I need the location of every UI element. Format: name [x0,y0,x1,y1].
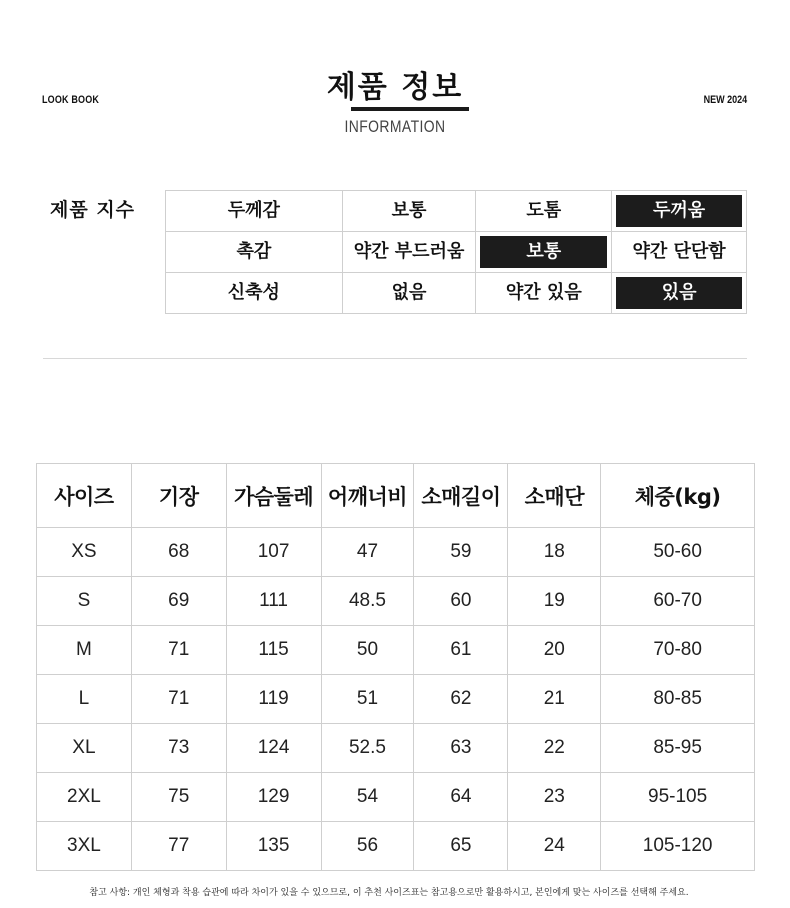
size-chart-cell: 47 [321,528,414,577]
size-chart-cell: 59 [414,528,508,577]
size-chart-cell: 51 [321,675,414,724]
size-chart-column-header: 체중(kg) [601,464,755,528]
size-chart-cell: 48.5 [321,577,414,626]
size-chart-cell: 119 [226,675,321,724]
index-option [342,232,476,273]
index-option [612,232,747,273]
size-chart-cell: 80-85 [601,675,755,724]
index-option-selected: 두꺼움 [616,195,742,227]
index-option [612,191,747,232]
size-chart-header-row [37,464,755,528]
size-chart-cell: 105-120 [601,822,755,871]
size-chart-cell: XS [37,528,132,577]
look-book-tag: LOOK BOOK [42,94,100,106]
size-chart-cell: 23 [508,773,601,822]
index-option [342,191,476,232]
size-chart-cell: 85-95 [601,724,755,773]
index-attribute [166,273,343,314]
size-chart-row [37,773,755,822]
size-chart-row [37,577,755,626]
index-option [476,191,612,232]
index-attribute-label: 촉감 [236,241,272,262]
index-option-label: 보통 [391,200,427,221]
size-chart-cell: 2XL [37,773,132,822]
index-attribute-label: 두께감 [227,200,280,221]
index-option [476,273,612,314]
size-chart-cell: 111 [226,577,321,626]
index-row [166,232,747,273]
size-chart-column-header: 소매길이 [414,464,508,528]
index-option-selected: 보통 [480,236,607,268]
size-chart-cell: 73 [131,724,226,773]
index-option-label: 약간 있음 [505,282,582,303]
size-chart-cell: 115 [226,626,321,675]
size-chart-cell: 60-70 [601,577,755,626]
index-attribute-label: 신축성 [227,282,280,303]
index-option-label: 도톰 [526,200,562,221]
size-chart-cell: 50-60 [601,528,755,577]
index-option [342,273,476,314]
size-chart-cell: 71 [131,626,226,675]
size-chart-cell: 50 [321,626,414,675]
size-chart-cell: 65 [414,822,508,871]
index-option-label: 없음 [391,282,427,303]
size-chart-cell: 135 [226,822,321,871]
product-index-label: 제품 지수 [50,199,136,221]
size-chart-cell: 68 [131,528,226,577]
size-chart-cell: 24 [508,822,601,871]
size-chart-cell: L [37,675,132,724]
size-chart-cell: 75 [131,773,226,822]
size-chart-cell: 63 [414,724,508,773]
size-chart-column-header: 가슴둘레 [226,464,321,528]
size-chart-row [37,675,755,724]
size-chart-cell: 71 [131,675,226,724]
index-option [476,232,612,273]
size-chart-cell: 52.5 [321,724,414,773]
size-chart-cell: XL [37,724,132,773]
size-chart-cell: 60 [414,577,508,626]
size-chart-cell: 62 [414,675,508,724]
size-chart-row [37,822,755,871]
new-2024-tag: NEW 2024 [703,94,747,106]
size-chart-column-header: 기장 [131,464,226,528]
size-chart-cell: 19 [508,577,601,626]
size-chart-column-header: 사이즈 [37,464,132,528]
size-chart-cell: 56 [321,822,414,871]
size-chart-row [37,626,755,675]
size-chart-column-header: 어깨너비 [321,464,414,528]
index-option-selected: 있음 [616,277,742,309]
size-chart-cell: S [37,577,132,626]
size-chart-cell: 64 [414,773,508,822]
index-attribute [166,191,343,232]
size-chart-cell: 54 [321,773,414,822]
index-attribute [166,232,343,273]
size-chart-cell: 124 [226,724,321,773]
size-chart-row [37,528,755,577]
size-chart-cell: 70-80 [601,626,755,675]
index-row [166,273,747,314]
size-chart-cell: 69 [131,577,226,626]
size-chart-cell: 95-105 [601,773,755,822]
size-chart-row [37,724,755,773]
size-chart-cell: 61 [414,626,508,675]
size-chart-column-header: 소매단 [508,464,601,528]
section-divider [43,358,747,359]
page-title: 제품 정보 [326,70,464,105]
title-underline [351,107,469,111]
index-option-label: 약간 단단함 [632,241,726,262]
size-chart-cell: 21 [508,675,601,724]
index-option [612,273,747,314]
size-note: 참고 사항: 개인 체형과 착용 습관에 따라 차이가 있을 수 있으므로, 이 추천 사이즈표는 참고용으로만 활용하시고, 본인에게 맞는 사이즈를 선택해 주세요. [89,888,689,898]
size-chart-cell: 129 [226,773,321,822]
size-chart-cell: 3XL [37,822,132,871]
index-option-label: 약간 부드러움 [353,241,465,262]
size-chart-cell: M [37,626,132,675]
index-row [166,191,747,232]
size-chart-cell: 20 [508,626,601,675]
size-chart-cell: 77 [131,822,226,871]
size-chart-cell: 18 [508,528,601,577]
page-subtitle: INFORMATION [344,117,446,136]
size-chart-cell: 22 [508,724,601,773]
product-index-table [165,190,747,314]
size-chart-cell: 107 [226,528,321,577]
size-chart-table [36,463,755,871]
